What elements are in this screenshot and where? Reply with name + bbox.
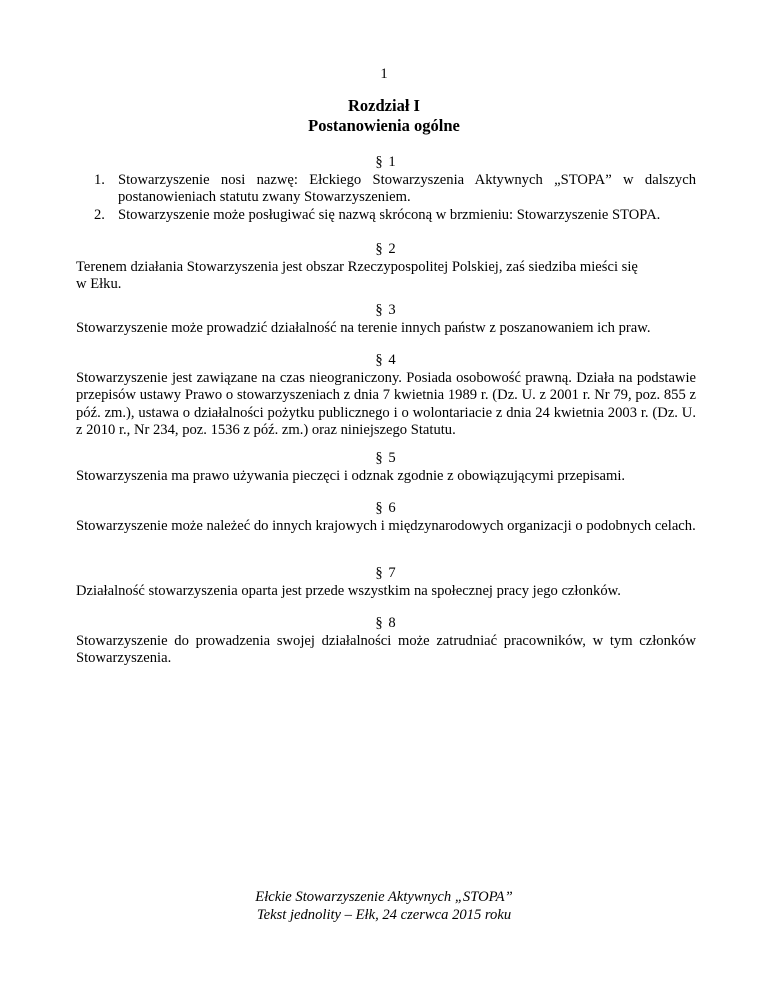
section-3 [76,302,696,337]
section-mark: § 1 [375,154,397,170]
section-5 [76,450,696,485]
section-mark: § 7 [375,565,397,581]
section-1 [76,154,696,224]
section-text: Stowarzyszenie może prowadzić działalność na terenie innych państw z poszanowaniem ich praw. [76,319,651,336]
section-text-line: w Ełku. [76,276,122,292]
section-4 [76,352,696,440]
section-7 [76,565,696,600]
section-text: Stowarzyszenia ma prawo używania pieczęci i odznak zgodnie z obowiązującymi przepisami. [76,467,626,484]
section-text: Działalność stowarzyszenia oparta jest przede wszystkim na społecznej pracy jego członków. [76,582,621,599]
section-6 [76,500,696,535]
chapter-title: Rozdział I [348,96,420,115]
list-item-number: 2. [94,206,105,223]
chapter-subtitle: Postanowienia ogólne [308,116,460,135]
section-mark: § 5 [375,450,397,466]
section-text: Stowarzyszenie jest zawiązane na czas nieograniczony. Posiada osobowość prawną. Działa na podstawie przepisów ustawy Prawo o stowarzyszeniach z dnia 7 kwietnia 1989 r. (Dz. U. z 2001 r. Nr 79, poz. 855 z póź. zm.), ustawa o działalności pożytku publicznego i o wolontariacie z dnia 24 kwietnia 2003 r. (Dz. U. z 2010 r., Nr 234, poz. 1536 z póź. zm.) oraz niniejszego Statutu. [76,369,696,438]
list-item-text: Stowarzyszenie nosi nazwę: Ełckiego Stowarzyszenia Aktywnych „STOPA” w dalszych postanowieniach statutu zwany Stowarzyszeniem. [118,171,696,205]
section-mark: § 6 [375,500,397,516]
section-text: Stowarzyszenie może należeć do innych krajowych i międzynarodowych organizacji o podobnych celach. [76,517,696,534]
section-mark: § 8 [375,615,397,631]
footer-line-1: Ełckie Stowarzyszenie Aktywnych „STOPA” [255,889,513,905]
footer-line-2: Tekst jednolity – Ełk, 24 czerwca 2015 roku [256,907,512,923]
list-item-text: Stowarzyszenie może posługiwać się nazwą skróconą w brzmieniu: Stowarzyszenie STOPA. [118,206,661,223]
section-text-line: Terenem działania Stowarzyszenia jest obszar Rzeczypospolitej Polskiej, zaś siedziba mieści się [76,258,638,275]
section-1-list [76,172,696,225]
list-item [76,207,696,225]
list-item-number: 1. [94,171,105,188]
section-mark: § 2 [375,241,397,257]
section-2 [76,241,696,294]
section-mark: § 4 [375,352,397,368]
section-8 [76,615,696,668]
page-number: 1 [380,66,388,82]
list-item [76,172,696,207]
section-text: Stowarzyszenie do prowadzenia swojej działalności może zatrudniać pracowników, w tym członków Stowarzyszenia. [76,632,696,666]
section-mark: § 3 [375,302,397,318]
